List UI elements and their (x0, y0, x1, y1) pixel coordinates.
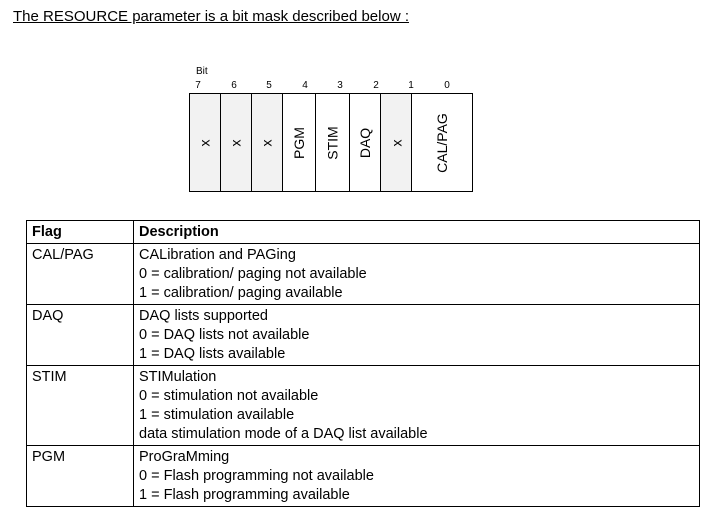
description-line: 0 = DAQ lists not available (139, 327, 310, 343)
table-row (27, 305, 700, 366)
description-line: ProGraMming (139, 449, 230, 465)
bit-cell-label: x (258, 139, 275, 146)
table-row (27, 446, 700, 507)
flag-cell: DAQ (27, 305, 134, 366)
description-line: DAQ lists supported (139, 308, 268, 324)
page-heading: The RESOURCE parameter is a bit mask described below : (13, 8, 409, 25)
bit-cell-7 (190, 94, 220, 191)
bit-number-3: 3 (337, 80, 343, 91)
bit-number-0: 0 (444, 80, 450, 91)
description-line: 0 = stimulation not available (139, 388, 319, 404)
bit-cell-3 (315, 94, 349, 191)
description-line: 0 = Flash programming not available (139, 468, 374, 484)
flag-cell: PGM (27, 446, 134, 507)
description-line: 1 = stimulation available (139, 407, 295, 423)
bit-cell-label: PGM (290, 126, 307, 159)
bit-cell-2 (349, 94, 380, 191)
description-cell (134, 366, 700, 446)
description-line: STIMulation (139, 369, 217, 385)
table-header-row (27, 221, 700, 244)
bit-cell-1 (380, 94, 411, 191)
flag-cell: STIM (27, 366, 134, 446)
bit-number-2: 2 (373, 80, 379, 91)
description-line: CALibration and PAGing (139, 247, 296, 263)
flag-column-header: Flag (27, 221, 134, 244)
bit-cell-5 (251, 94, 282, 191)
bit-cell-label: x (227, 139, 244, 146)
bit-cell-label: x (388, 139, 405, 146)
table-row (27, 366, 700, 446)
bit-number-1: 1 (408, 80, 414, 91)
bit-cell-6 (220, 94, 251, 191)
resource-bit-mask (189, 93, 473, 192)
table-row (27, 244, 700, 305)
bit-cell-label: DAQ (357, 127, 374, 158)
bit-cell-0 (411, 94, 472, 191)
bit-number-7: 7 (195, 80, 201, 91)
bit-number-4: 4 (302, 80, 308, 91)
description-line: 0 = calibration/ paging not available (139, 266, 367, 282)
description-cell (134, 244, 700, 305)
description-line: data stimulation mode of a DAQ list available (139, 426, 428, 442)
flag-cell: CAL/PAG (27, 244, 134, 305)
description-cell (134, 305, 700, 366)
bit-number-6: 6 (231, 80, 237, 91)
bit-cell-4 (282, 94, 315, 191)
bit-cell-label: CAL/PAG (434, 112, 451, 173)
bit-axis-label: Bit (196, 66, 208, 77)
bit-cell-label: STIM (324, 125, 341, 160)
description-line: 1 = Flash programming available (139, 487, 350, 503)
bit-cell-label: x (196, 139, 213, 146)
flag-table (26, 220, 700, 507)
description-line: 1 = calibration/ paging available (139, 285, 343, 301)
description-column-header: Description (134, 221, 700, 244)
bit-number-5: 5 (266, 80, 272, 91)
description-line: 1 = DAQ lists available (139, 346, 286, 362)
description-cell (134, 446, 700, 507)
